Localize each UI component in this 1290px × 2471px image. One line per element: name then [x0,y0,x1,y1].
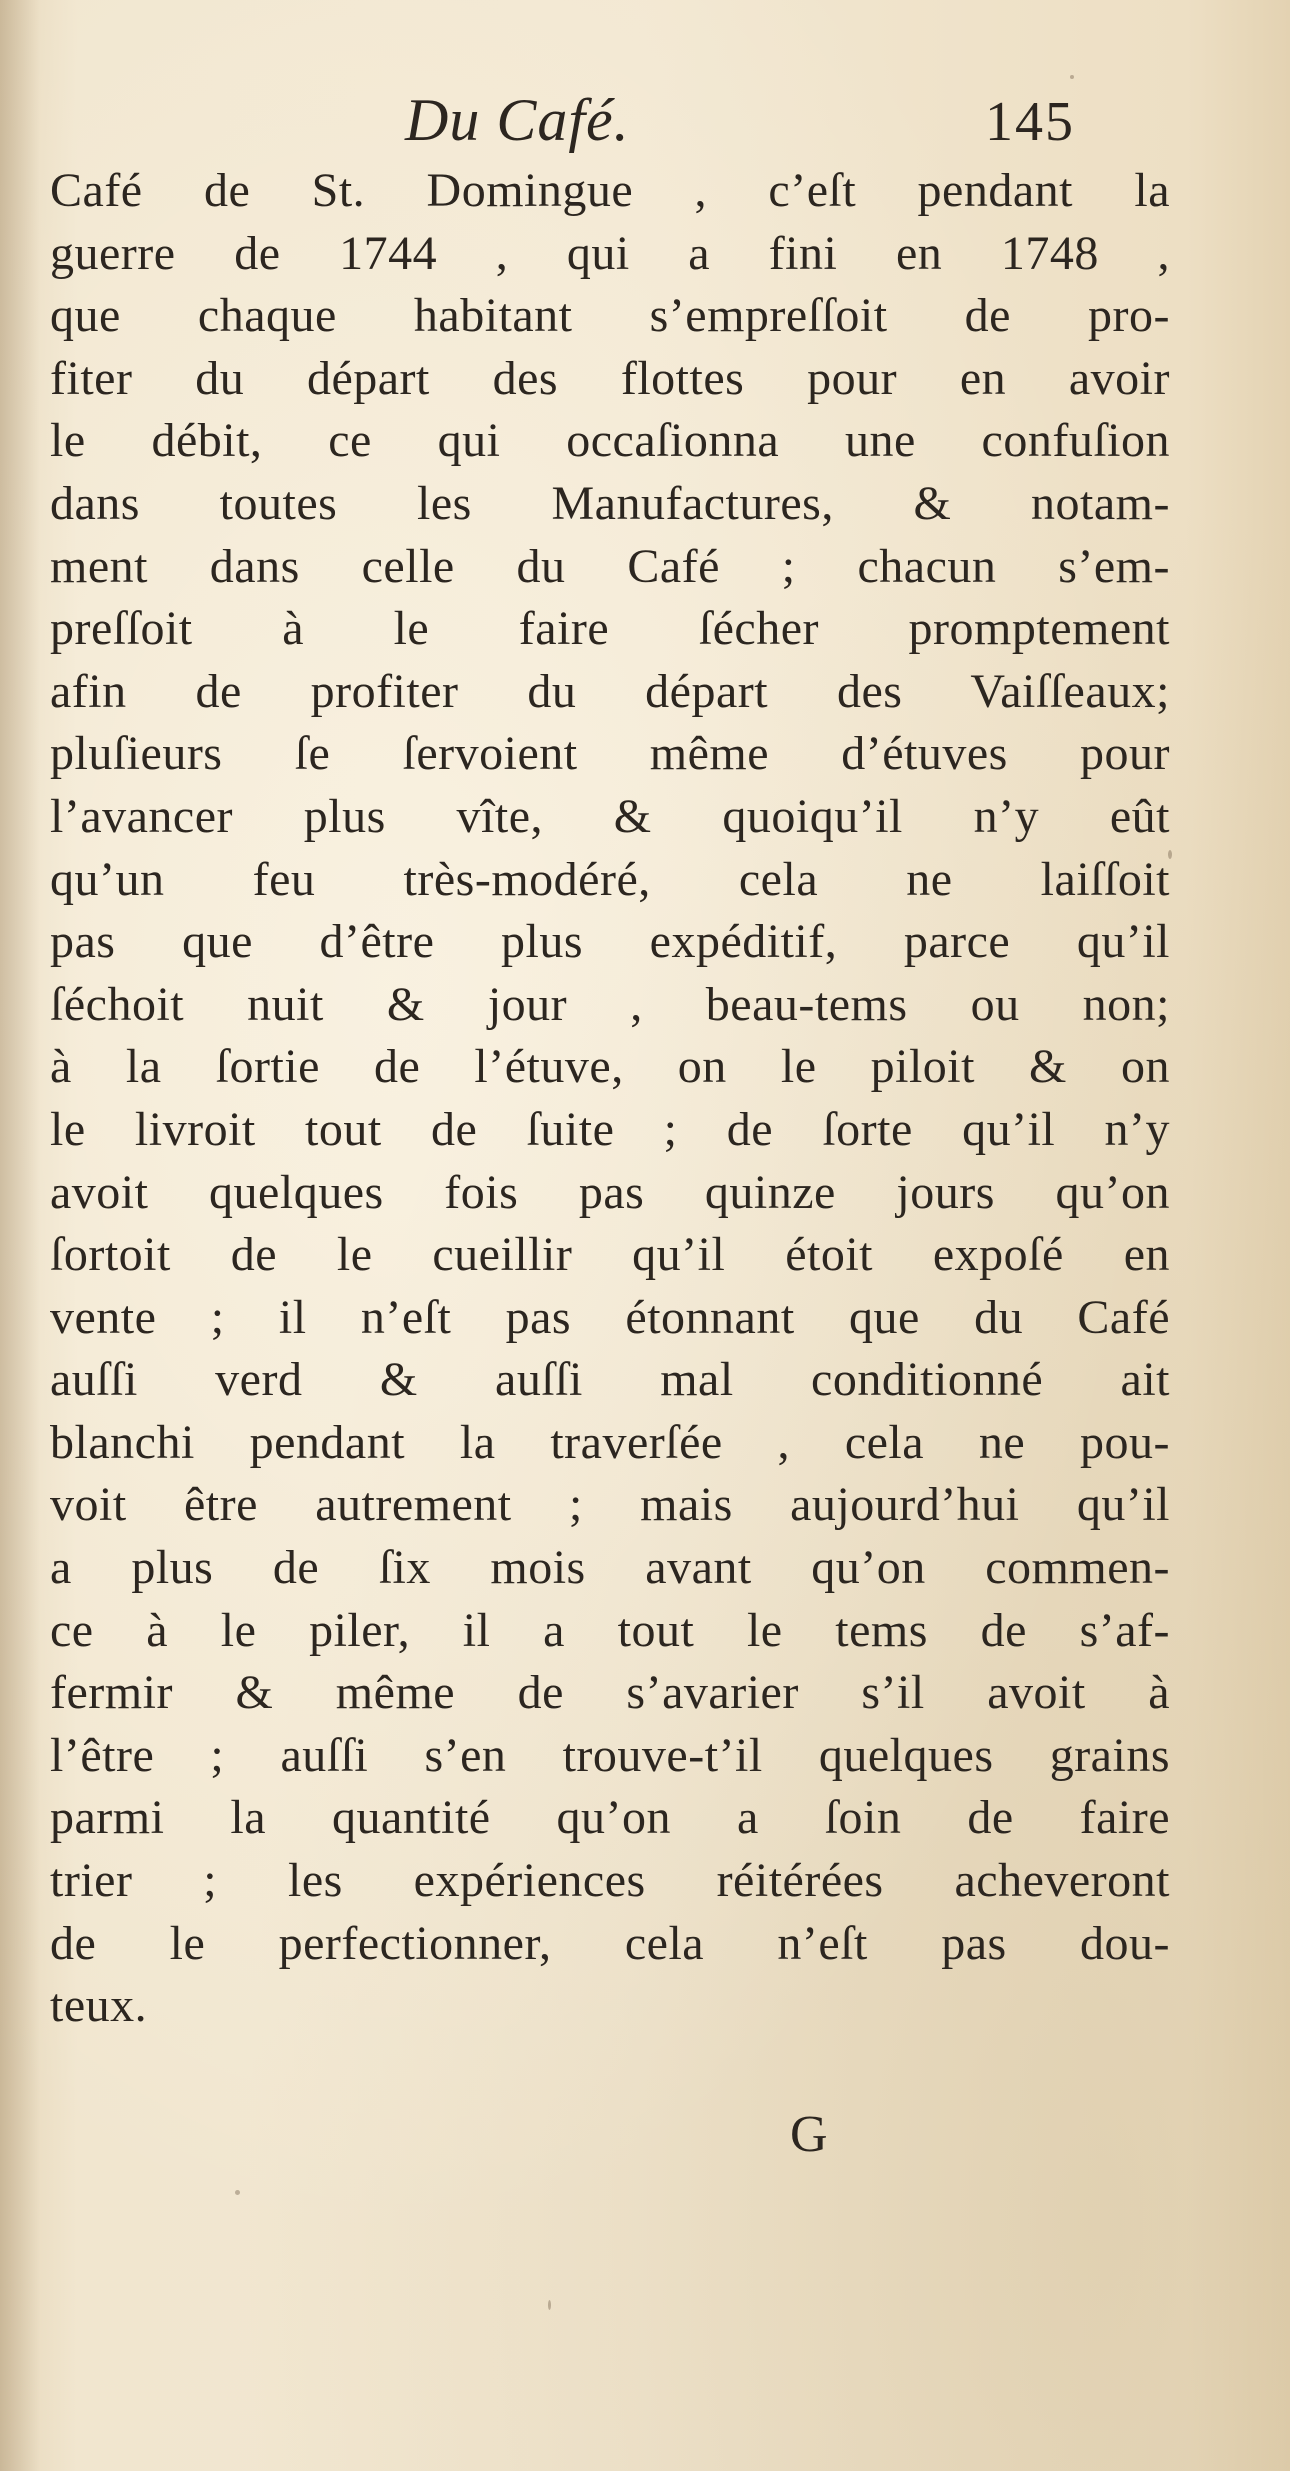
text-line: ce à le piler, il a tout le tems de s’af- [50,1603,1170,1657]
text-line: teux. [50,1979,148,2033]
text-line: ment dans celle du Café ; chacun s’em- [50,539,1170,593]
text-line: à la ſortie de l’étuve, on le piloit & on [50,1040,1170,1094]
text-line: le débit, ce qui occaſionna une confuſion [50,414,1170,468]
text-line: guerre de 1744 , qui a fini en 1748 , [50,226,1170,280]
text-line: de le perfectionner, cela n’eſt pas dou- [50,1916,1170,1970]
text-line: fiter du départ des flottes pour en avoir [50,351,1170,405]
text-line: ſortoit de le cueillir qu’il étoit expoſé en [50,1228,1170,1282]
page-number: 145 [985,91,1075,153]
text-line: afin de profiter du départ des Vaiſſeaux; [50,664,1170,718]
text-line: voit être autrement ; mais aujourd’hui qu’il [50,1478,1170,1532]
text-line: ſéchoit nuit & jour , beau-tems ou non; [50,977,1170,1031]
gutter-shadow [0,0,40,2471]
paper-speck [1168,850,1172,859]
text-line: trier ; les expériences réitérées acheveront [50,1854,1170,1908]
paper-speck [1070,75,1074,79]
paper-speck [235,2190,240,2195]
text-line: dans toutes les Manufactures, & notam- [50,476,1170,530]
text-line: pas que d’être plus expéditif, parce qu’il [50,915,1170,969]
text-line: blanchi pendant la traverſée , cela ne pou- [50,1415,1170,1469]
text-line: le livroit tout de ſuite ; de ſorte qu’il n’y [50,1102,1170,1156]
text-line: l’être ; auſſi s’en trouve-t’il quelques grains [50,1728,1170,1782]
text-line: que chaque habitant s’empreſſoit de pro- [50,289,1170,343]
body-text [50,160,1170,2038]
text-line: l’avancer plus vîte, & quoiqu’il n’y eût [50,789,1170,843]
text-line: auſſi verd & auſſi mal conditionné ait [50,1353,1170,1407]
text-line: preſſoit à le faire ſécher promptement [50,602,1170,656]
text-line: a plus de ſix mois avant qu’on commen- [50,1541,1170,1595]
text-line: avoit quelques fois pas quinze jours qu’on [50,1165,1170,1219]
text-line: parmi la quantité qu’on a ſoin de faire [50,1791,1170,1845]
text-line: fermir & même de s’avarier s’il avoit à [50,1666,1170,1720]
text-line: vente ; il n’eſt pas étonnant que du Café [50,1290,1170,1344]
running-title: Du Café. [405,87,630,153]
text-line: qu’un feu très-modéré, cela ne laiſſoit [50,852,1170,906]
text-line: Café de St. Domingue , c’eſt pendant la [50,164,1170,217]
signature-mark: G [790,2106,828,2163]
paper-speck [548,2300,551,2310]
page-header [0,80,1290,170]
text-line: pluſieurs ſe ſervoient même d’étuves pour [50,727,1170,781]
